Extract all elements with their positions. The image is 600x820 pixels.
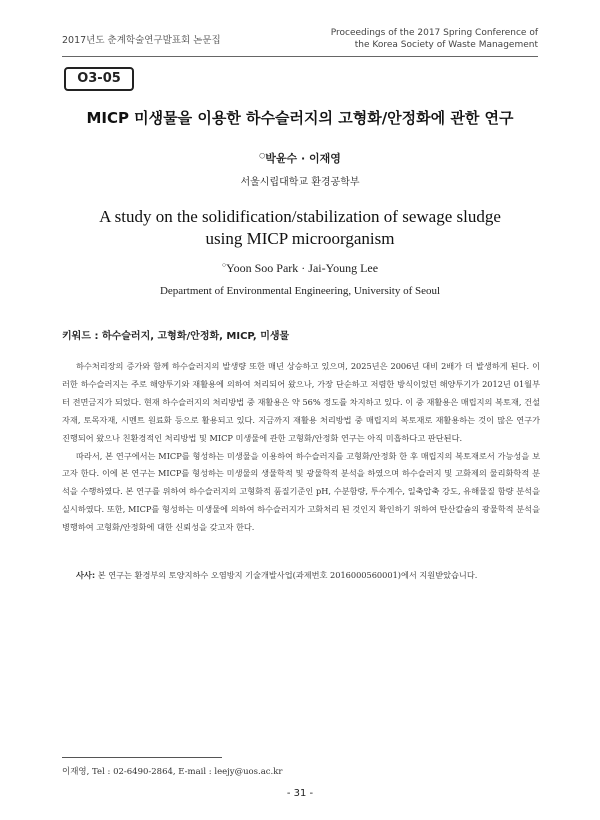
english-title-line2: using MICP microorganism — [205, 229, 395, 248]
english-affiliation: Department of Environmental Engineering, University of Seoul — [159, 285, 441, 297]
running-header-right — [331, 27, 538, 51]
abstract-paragraph-1: 하수처리장의 증가와 함께 하수슬러지의 발생량 또한 매년 상승하고 있으며, 2025년은 2006년 대비 2배가 더 발생하게 된다. 이러한 하수슬러지는 주로 해양투기와 재활용에 의하여 처리되어 왔으나, 가장 단순하고 저렴한 방식이었던 해양투기가 2012년 01월부터 전면금지가 되었다. 현재 하수슬러지의 처리방법 중 재활용은 약 56% 정도를 차지하고 있다. 이 중 재활용은 매립지의 복토재, 건설자재, 토목자재, 시멘트 원료화 등으로 활용되고 있다. 지금까지 재활용 처리방법 중 매립지의 복토재로 재활용하는 것이 많은 연구가 진행되어 왔으나 친환경적인 처리방법 및 MICP 미생물에 관한 고형화/안정화 연구는 아직 미흡하다고 판단된다. — [62, 361, 540, 443]
running-header-left: 2017년도 춘계학술연구발표회 논문집 — [62, 35, 221, 46]
korean-affiliation: 서울시립대학교 환경공학부 — [240, 177, 360, 188]
korean-authors — [0, 150, 600, 166]
corresponding-author-footnote: 이재영, Tel : 02-6490-2864, E-mail : leejy@uos.ac.kr — [62, 767, 283, 777]
korean-author-names: 박윤수 · 이재영 — [265, 152, 341, 165]
english-authors — [0, 261, 600, 276]
abstract-body — [62, 358, 540, 537]
presenter-marker: ○ — [259, 151, 266, 160]
abstract-paragraph-2: 따라서, 본 연구에서는 MICP를 형성하는 미생물을 이용하여 하수슬러지를 고형화/안정화 한 후 매립지의 복토재로서 가능성을 보고자 한다. 이에 본 연구는 MICP를 형성하는 미생물의 생물학적 및 광물학적 분석을 하였으며 하수슬러지 및 고화제의 물리화학적 분석을 수행하였다. 본 연구를 위하여 하수슬러지의 고형화적 품질기준인 pH, 수분함량, 투수계수, 일축압축 강도, 유해물질 함량 분석을 실시하였다. 또한, MICP를 형성하는 미생물에 의하여 하수슬러지가 고화처리 된 것인지 확인하기 위하여 탄산칼슘의 광물학적 분석을 병행하여 고형화/안정화에 대한 신뢰성을 갖고자 한다. — [62, 450, 540, 533]
footnote-divider — [62, 757, 222, 758]
header-divider — [62, 56, 538, 57]
english-title-line1: A study on the solidification/stabilization of sewage sludge — [99, 207, 501, 226]
english-title — [0, 206, 600, 250]
header-right-line2: the Korea Society of Waste Management — [354, 40, 538, 50]
korean-title: MICP 미생물을 이용한 하수슬러지의 고형화/안정화에 관한 연구 — [86, 109, 514, 127]
presenter-marker-en: ○ — [221, 261, 227, 269]
header-right-line1: Proceedings of the 2017 Spring Conference of — [330, 28, 538, 38]
keywords: 키워드 : 하수슬러지, 고형화/안정화, MICP, 미생물 — [62, 331, 290, 342]
page-number: - 31 - — [286, 788, 314, 799]
paper-code-badge: O3-05 — [64, 67, 134, 91]
english-author-names: Yoon Soo Park · Jai-Young Lee — [226, 261, 379, 275]
acknowledgement-label: 사사: — [76, 570, 96, 580]
acknowledgement — [62, 570, 540, 581]
acknowledgement-text: 본 연구는 환경부의 토양지하수 오염방지 기술개발사업(과제번호 2016000560001)에서 지원받았습니다. — [95, 570, 478, 580]
